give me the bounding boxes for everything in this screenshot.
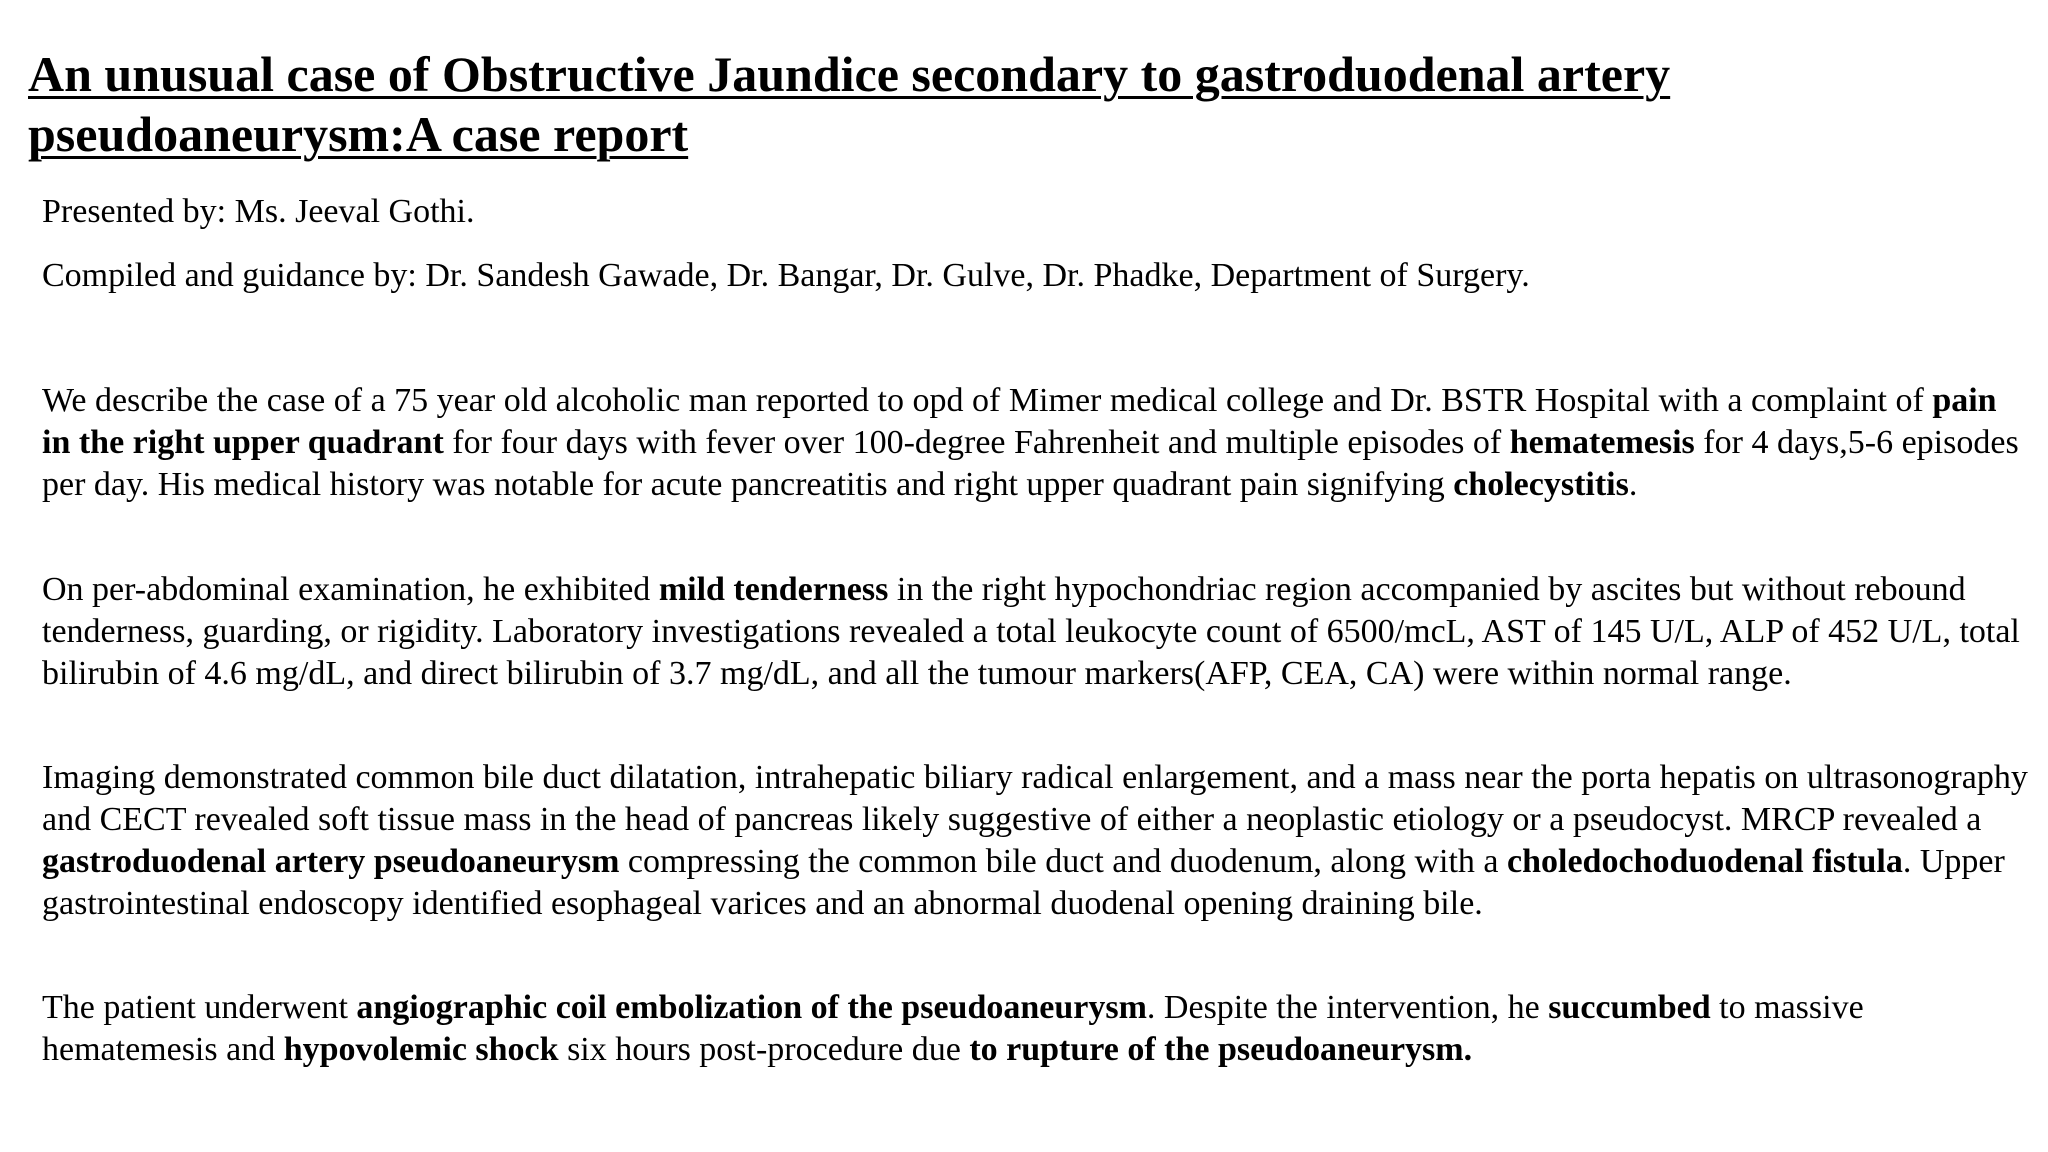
emphasis-text: mild tenderness (658, 571, 889, 608)
emphasis-text: gastroduodenal artery pseudoaneurysm (42, 843, 620, 880)
paragraph-examination (42, 569, 2032, 695)
emphasis-text: hypovolemic shock (283, 1031, 559, 1068)
text-run: On per-abdominal examination, he exhibited (42, 571, 659, 608)
text-run: . Despite the intervention, he (1146, 989, 1549, 1026)
document-title: An unusual case of Obstructive Jaundice secondary to gastroduodenal artery pseudoaneurysm:A case report (28, 46, 1671, 162)
emphasis-text: hematemesis (1509, 424, 1695, 461)
text-run: for four days with fever over 100-degree Fahrenheit and multiple episodes of (443, 424, 1510, 461)
paragraph-history (42, 380, 2032, 506)
text-run: Imaging demonstrated common bile duct dilatation, intrahepatic biliary radical enlargement, and a mass near the porta hepatis on ultrasonography and CECT revealed soft tissue mass in the head of pancreas likely suggestive of either a neoplastic etiology or a pseudocyst. MRCP revealed a (42, 759, 2028, 838)
emphasis-text: choledochoduodenal fistula (1507, 843, 1903, 880)
emphasis-text: succumbed (1548, 989, 1711, 1026)
emphasis-text: pain in the right upper quadrant (42, 382, 1997, 461)
text-run: compressing the common bile duct and duodenum, along with a (619, 843, 1508, 880)
paragraph-outcome (42, 987, 2032, 1071)
text-run: . (1628, 466, 1638, 503)
compiled-by-line: Compiled and guidance by: Dr. Sandesh Gawade, Dr. Bangar, Dr. Gulve, Dr. Phadke, Department of Surgery. (42, 257, 1530, 294)
emphasis-text: cholecystitis (1453, 466, 1629, 503)
presenter-line: Presented by: Ms. Jeeval Gothi. (42, 193, 475, 230)
text-run: The patient underwent (42, 989, 357, 1026)
text-run: We describe the case of a 75 year old alcoholic man reported to opd of Mimer medical college and Dr. BSTR Hospital with a complaint of (42, 382, 1933, 419)
emphasis-text: angiographic coil embolization of the pseudoaneurysm (356, 989, 1147, 1026)
text-run: six hours post-procedure due (558, 1031, 970, 1068)
text-run: . Upper gastrointestinal endoscopy identified esophageal varices and an abnormal duodenal opening draining bile. (42, 843, 2005, 922)
paragraph-imaging (42, 757, 2032, 925)
emphasis-text: to rupture of the pseudoaneurysm. (969, 1031, 1473, 1068)
text-run: to massive hematemesis and (42, 989, 1864, 1068)
text-run: in the right hypochondriac region accompanied by ascites but without rebound tenderness, guarding, or rigidity. Laboratory investigations revealed a total leukocyte count of 6500/mcL, AST of 145 U/L, ALP of 452 U/L, total bilirubin of 4.6 mg/dL, and direct bilirubin of 3.7 mg/dL, and all the tumour markers(AFP, CEA, CA) were within normal range. (42, 571, 2020, 692)
text-run: for 4 days,5-6 episodes per day. His medical history was notable for acute pancreatitis and right upper quadrant pain signifying (42, 424, 2019, 503)
